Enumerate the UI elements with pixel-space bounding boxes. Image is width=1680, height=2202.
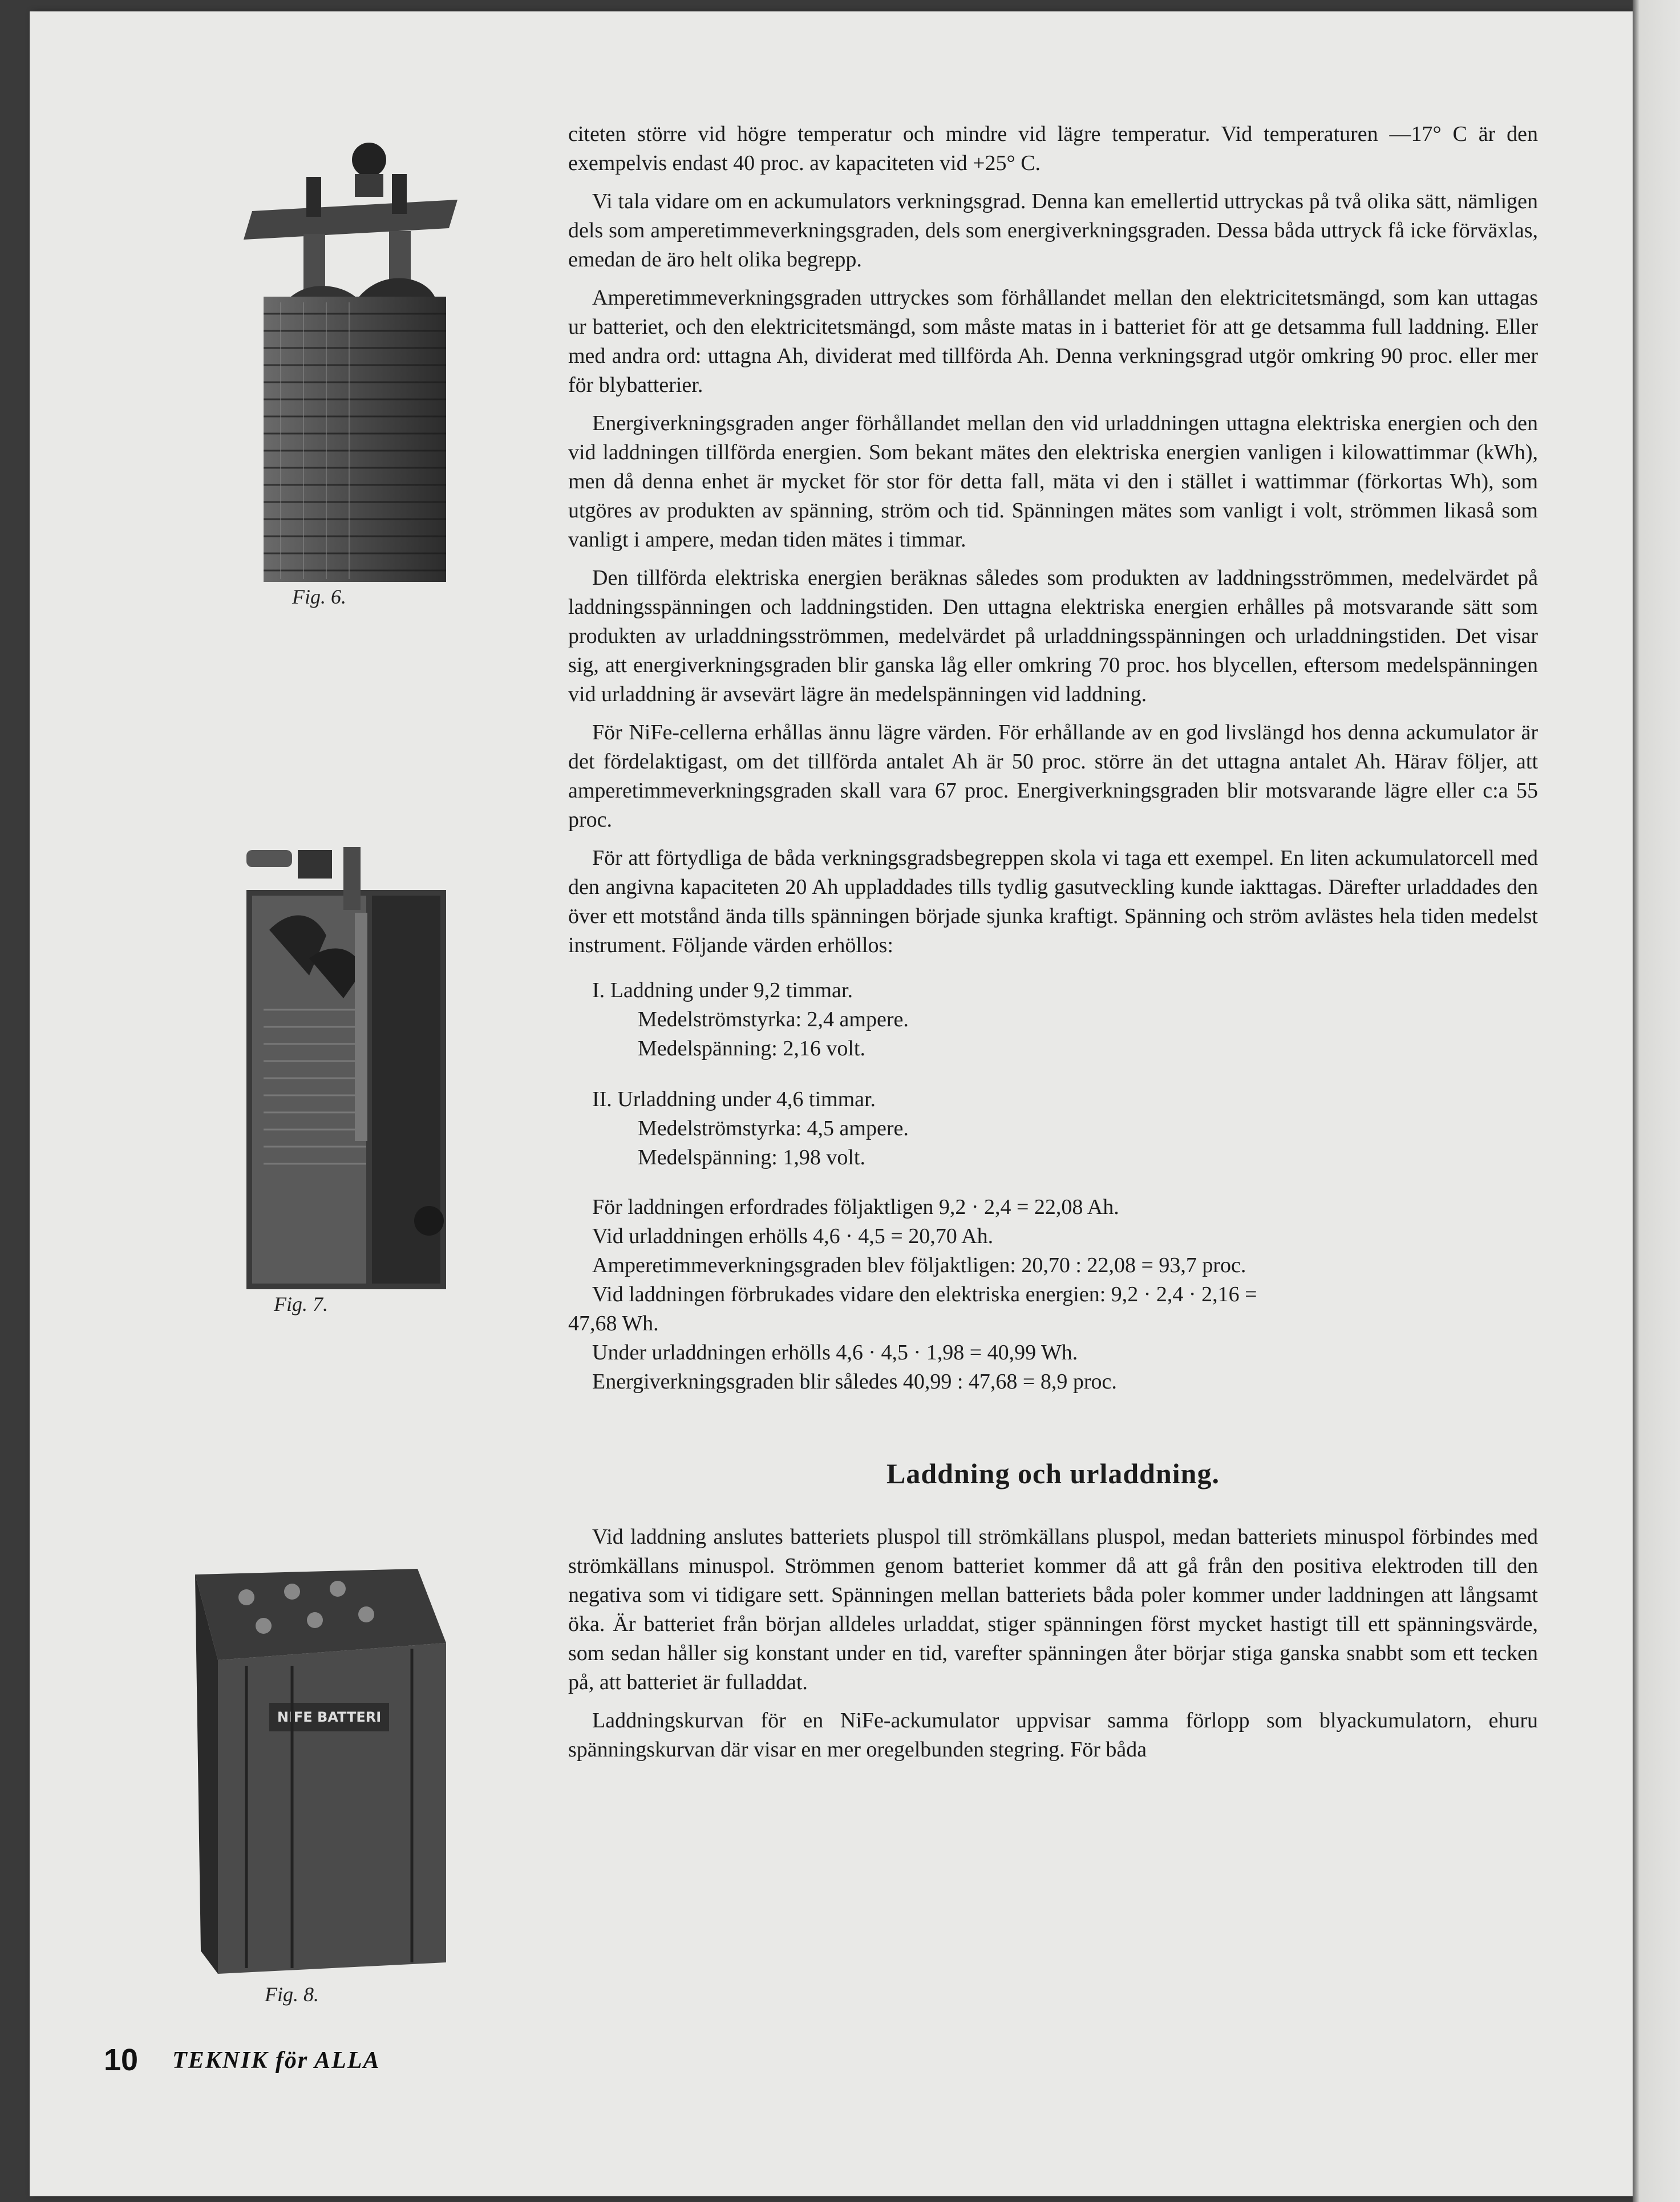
paragraph: citeten större vid högre temperatur och mindre vid lägre temperatur. Vid temperaturen —17° C är den exempelvis endast 40 proc. av kapaciteten vid +25° C.: [568, 122, 1538, 175]
list-item: II. Urladdning under 4,6 timmar.: [592, 1087, 876, 1111]
calc-line: Amperetimmeverkningsgraden blev följaktligen: 20,70 : 22,08 = 93,7 proc.: [592, 1253, 1246, 1277]
list-item: Medelströmstyrka: 2,4 ampere.: [638, 1007, 909, 1031]
magazine-page: [30, 11, 1633, 2196]
list-item: Medelspänning: 1,98 volt.: [638, 1145, 865, 1169]
paragraph: Amperetimmeverkningsgraden uttryckes som förhållandet mellan den elektricitetsmängd, som kan uttagas ur batteriet, och den elektricitetsmängd, som måste matas in i batteriet för att ge detsamma full laddning. Eller med andra ord: uttagna Ah, dividerat med tillförda Ah. Denna verkningsgrad utgör omkring 90 proc. eller mer för blybatterier.: [568, 286, 1538, 397]
paragraph: Vi tala vidare om en ackumulators verkningsgrad. Denna kan emellertid uttryckas på två olika sätt, nämligen dels som amperetimmeverkningsgraden, dels som energiverkningsgraden. Dessa båda uttryck få icke förväxlas, emedan de äro helt olika begrepp.: [568, 189, 1538, 272]
list-item: Medelspänning: 2,16 volt.: [638, 1037, 865, 1060]
measurement-list: [568, 976, 1538, 1172]
fig8-caption: Fig. 8.: [265, 1983, 319, 2006]
fig7-battery-illustration: [212, 827, 463, 1301]
list-item: Medelströmstyrka: 4,5 ampere.: [638, 1116, 909, 1140]
calc-line: 47,68 Wh.: [568, 1312, 659, 1335]
calc-line: Energiverkningsgraden blir således 40,99 : 47,68 = 8,9 proc.: [592, 1370, 1117, 1394]
paragraph: För att förtydliga de båda verkningsgradsbegreppen skola vi taga ett exempel. En liten ackumulatorcell med den angivna kapaciteten 20 Ah uppladdades tills tydlig gasutveckling kunde iakttagas. Därefter urladdades den över ett motstånd ända tills spänningen började sjunka kraftigt. Spänning och ström avlästes hela tiden medelst instrument. Följande värden erhöllos:: [568, 846, 1538, 957]
calc-line: För laddningen erfordrades följaktligen 9,2 · 2,4 = 22,08 Ah.: [592, 1195, 1119, 1219]
list-item: I. Laddning under 9,2 timmar.: [592, 978, 853, 1002]
fig8-battery-illustration: [178, 1552, 475, 1985]
page-number: 10: [104, 2043, 139, 2077]
calc-line: Under urladdningen erhölls 4,6 · 4,5 · 1,98 = 40,99 Wh.: [592, 1341, 1078, 1365]
fig6-caption: Fig. 6.: [292, 585, 346, 608]
paragraph: För NiFe-cellerna erhållas ännu lägre värden. För erhållande av en god livslängd hos denna ackumulator är det fördelaktigast, om det tillförda antalet Ah är 50 proc. större än det uttagna antalet Ah. Härav följer, att amperetimmeverkningsgraden skall vara 67 proc. Energiverkningsgraden blir motsvarande lägre eller c:a 55 proc.: [568, 720, 1538, 832]
article-body: [568, 120, 1538, 1774]
paragraph: Vid laddning anslutes batteriets pluspol till strömkällans pluspol, medan batteriets minuspol förbindes med strömkällans minuspol. Strömmen genom batteriet kommer då att gå från den positiva elektroden till den negativa som vi tidigare sett. Spänningen mellan batteriets båda poler kommer under laddningen att långsamt öka. Är batteriet från början alldeles urladdat, stiger spänningen först mycket hastigt till ett spänningsvärde, som sedan håller sig konstant under en tid, varefter spänningen åter börjar stiga ganska snabbt som ett tecken på, att batteriet är fulladdat.: [568, 1525, 1538, 1694]
calculation-block: [568, 1193, 1538, 1397]
calc-line: Vid urladdningen erhölls 4,6 · 4,5 = 20,70 Ah.: [592, 1224, 994, 1248]
fig6-battery-illustration: [218, 120, 480, 593]
fig7-caption: Fig. 7.: [274, 1293, 328, 1315]
paragraph: Energiverkningsgraden anger förhållandet mellan den vid urladdningen uttagna elektriska energien och den vid laddningen tillförda energien. Som bekant mätes den elektriska energien vanligen i kilowattimmar (kWh), men då denna enhet är mycket för stor för detta fall, mäta vi den i stället i wattimmar (förkortas Wh), som utgöres av produkten av spänning, ström och tid. Spänningen mätes som vanligt i volt, strömmen likaså som vanligt i ampere, medan tiden mätes i timmar.: [568, 411, 1538, 552]
paragraph: Den tillförda elektriska energien beräknas således som produkten av laddningsströmmen, medelvärdet på laddningsspänningen och laddningstiden. Den uttagna elektriska energien erhålles på motsvarande sätt som produkten av urladdningsströmmen, medelvärdet på urladdningsspänningen och urladdningstiden. Det visar sig, att energiverkningsgraden blir ganska låg eller omkring 70 proc. hos blycellen, eftersom medelspänningen vid urladdning är avsevärt lägre än medelspänningen vid laddning.: [568, 566, 1538, 706]
fig8-label: NIFE BATTERI: [277, 1709, 382, 1725]
magazine-title: TEKNIK för ALLA: [172, 2047, 380, 2074]
calc-line: Vid laddningen förbrukades vidare den elektriska energien: 9,2 · 2,4 · 2,16 =: [592, 1282, 1257, 1306]
paragraph: Laddningskurvan för en NiFe-ackumulator uppvisar samma förlopp som blyackumulatorn, ehuru spänningskurvan där visar en mer oregelbunden stegring. För båda: [568, 1709, 1538, 1762]
facing-page-edge: [1633, 0, 1680, 2202]
section-heading: Laddning och urladdning.: [886, 1458, 1220, 1489]
